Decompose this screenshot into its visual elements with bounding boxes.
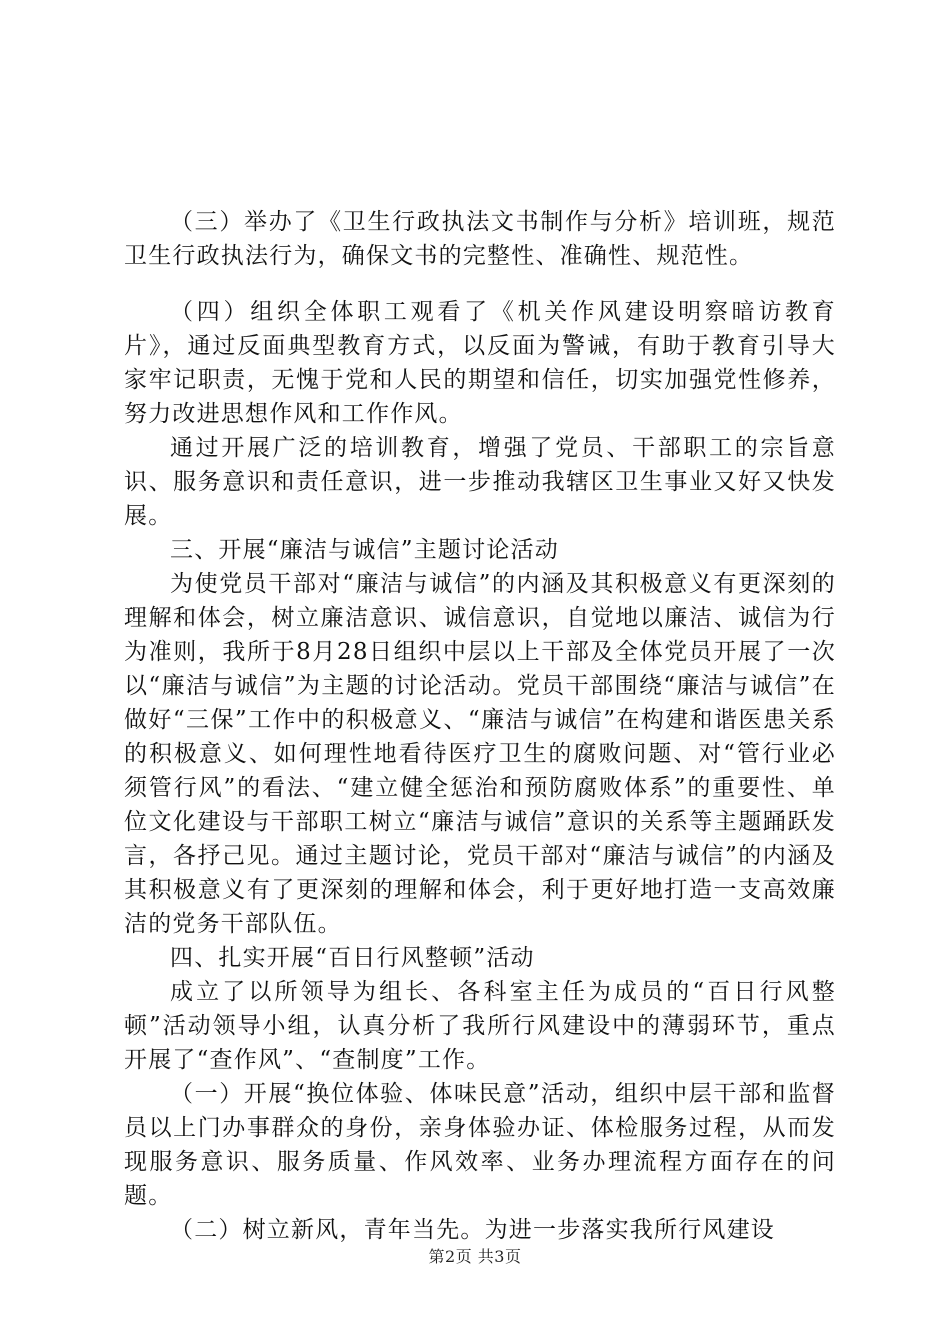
page-number-footer: 第2页 共3页 [428, 1247, 522, 1266]
section-heading-hundred-days: 四、扎实开展“百日行风整顿”活动 [170, 945, 535, 971]
paragraph-role-experience: （一）开展“换位体验、体味民意”活动，组织中层干部和监督员以上门办事群众的身份，亲身体验办证、体检服务过程，从而发现服务意识、服务质量、作风效率、业务办理流程方面存在的问题。 [124, 1081, 836, 1209]
paragraph-leading-group: 成立了以所领导为组长、各科室主任为成员的“百日行风整顿”活动领导小组，认真分析了我所行风建设中的薄弱环节，重点开展了“查作风”、“查制度”工作。 [124, 979, 836, 1073]
section-heading-integrity-discussion: 三、开展“廉洁与诚信”主题讨论活动 [170, 537, 559, 563]
paragraph-integrity-discussion: 为使党员干部对“廉洁与诚信”的内涵及其积极意义有更深刻的理解和体会，树立廉洁意识、诚信意识，自觉地以廉洁、诚信为行为准则，我所于8月28日组织中层以上干部及全体党员开展了一次以“廉洁与诚信”为主题的讨论活动。党员干部围绕“廉洁与诚信”在做好“三保”工作中的积极意义、“廉洁与诚信”在构建和谐医患关系的积极意义、如何理性地看待医疗卫生的腐败问题、对“管行业必须管行风”的看法、“建立健全惩治和预防腐败体系”的重要性、单位文化建设与干部职工树立“廉洁与诚信”意识的关系等主题踊跃发言，各抒己见。通过主题讨论，党员干部对“廉洁与诚信”的内涵及其积极意义有了更深刻的理解和体会，利于更好地打造一支高效廉洁的党务干部队伍。 [124, 571, 836, 937]
paragraph-training-summary: 通过开展广泛的培训教育，增强了党员、干部职工的宗旨意识、服务意识和责任意识，进一步推动我辖区卫生事业又好又快发展。 [124, 435, 836, 529]
paragraph-youth-first: （二）树立新风，青年当先。为进一步落实我所行风建设 [170, 1217, 775, 1243]
document-body [124, 205, 836, 1247]
paragraph-training-class: （三）举办了《卫生行政执法文书制作与分析》培训班，规范卫生行政执法行为，确保文书的完整性、准确性、规范性。 [124, 209, 836, 269]
paragraph-education-film: （四）组织全体职工观看了《机关作风建设明察暗访教育片》，通过反面典型教育方式，以反面为警诫，有助于教育引导大家牢记职责，无愧于党和人民的期望和信任，切实加强党性修养，努力改进思想作风和工作作风。 [124, 299, 836, 427]
